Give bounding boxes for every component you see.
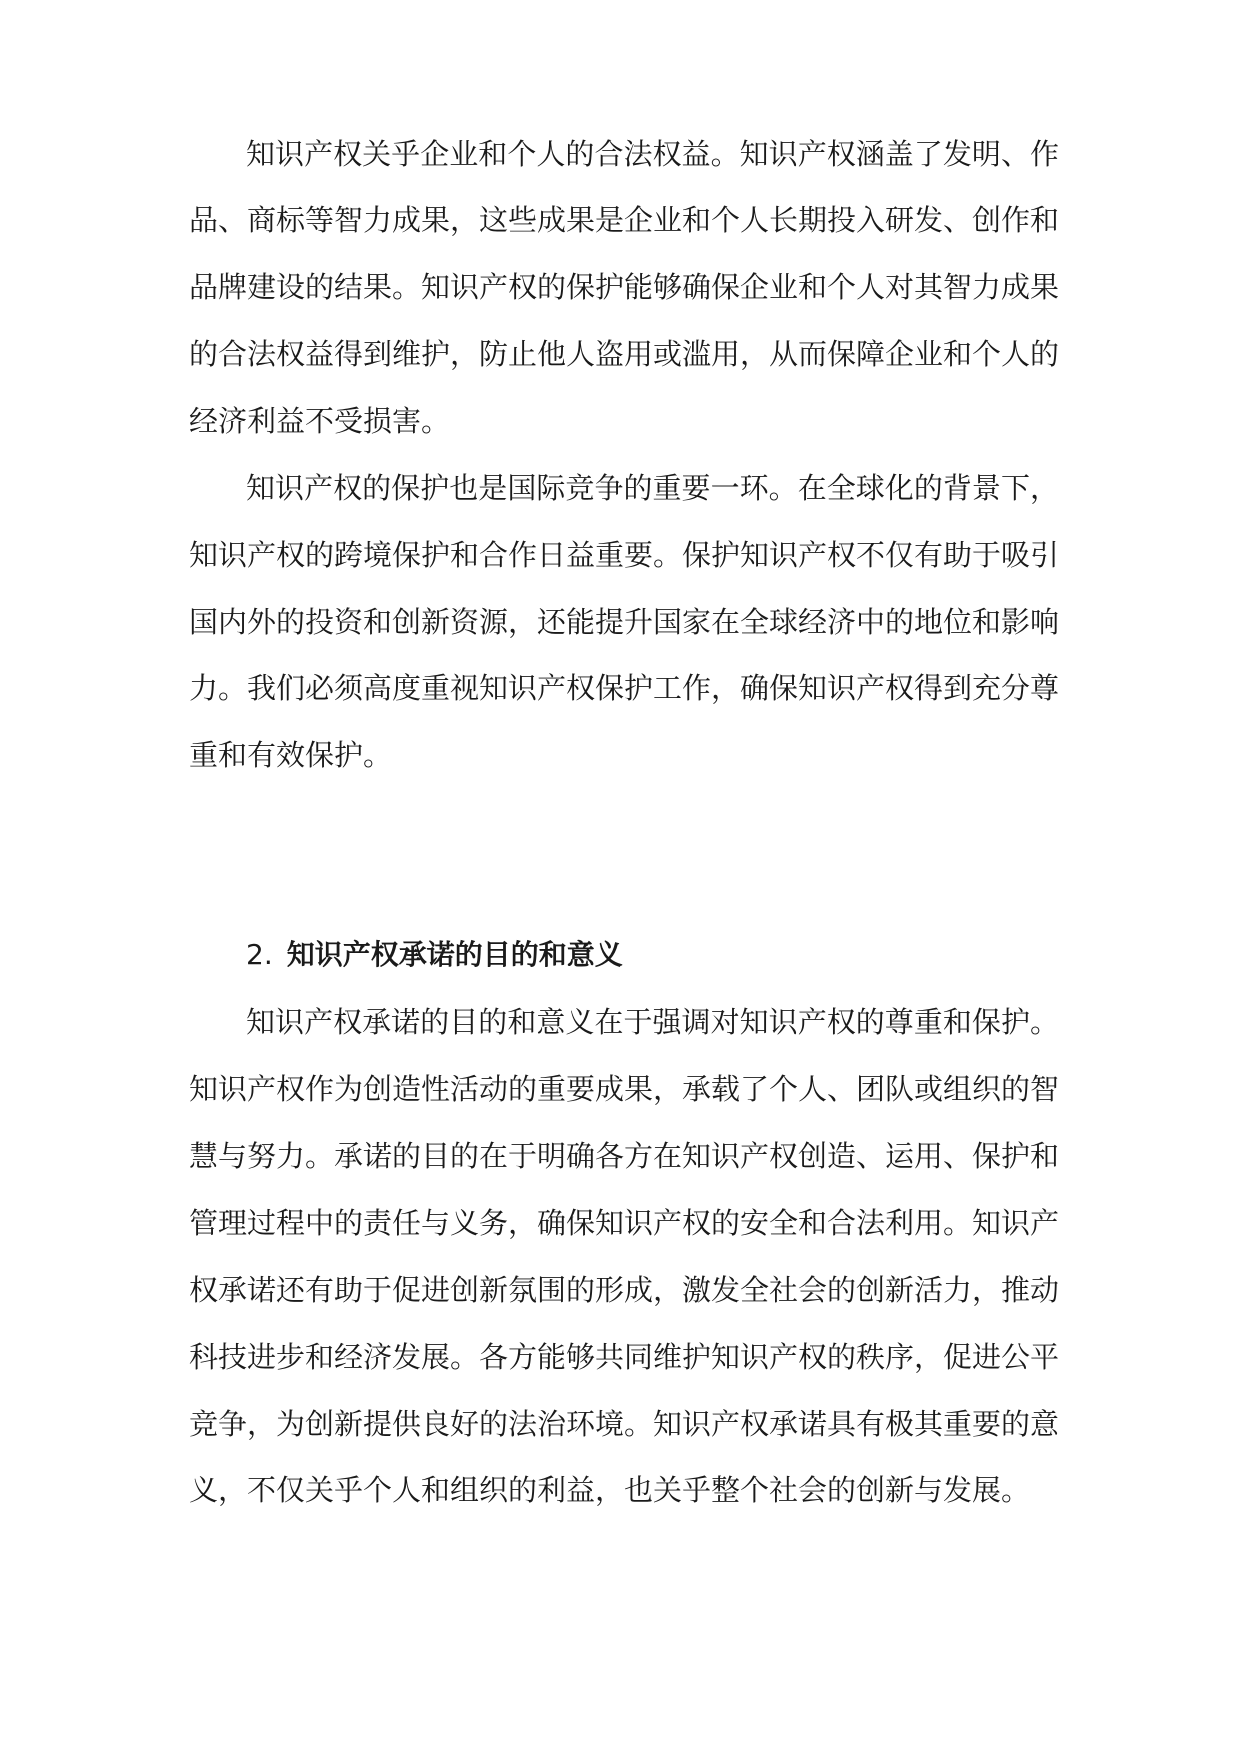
paragraph-3-line-2: 知识产权作为创造性活动的重要成果，承载了个人、团队或组织的智 <box>189 1072 1060 1106</box>
paragraph-2-line-5: 重和有效保护。 <box>189 738 393 772</box>
section-title: 知识产权承诺的目的和意义 <box>286 938 623 971</box>
paragraph-3-line-3: 慧与努力。承诺的目的在于明确各方在知识产权创造、运用、保护和 <box>189 1139 1060 1173</box>
paragraph-3-line-7: 竞争，为创新提供良好的法治环境。知识产权承诺具有极其重要的意 <box>189 1407 1060 1441</box>
paragraph-3-line-1: 知识产权承诺的目的和意义在于强调对知识产权的尊重和保护。 <box>246 1005 1059 1039</box>
paragraph-3-line-6: 科技进步和经济发展。各方能够共同维护知识产权的秩序，促进公平 <box>189 1340 1060 1374</box>
paragraph-2-line-4: 力。我们必须高度重视知识产权保护工作，确保知识产权得到充分尊 <box>189 671 1060 705</box>
paragraph-2-line-1: 知识产权的保护也是国际竞争的重要一环。在全球化的背景下， <box>246 471 1059 505</box>
section-number: 2. <box>246 938 273 971</box>
paragraph-1-line-5: 经济利益不受损害。 <box>189 404 451 438</box>
paragraph-1-line-3: 品牌建设的结果。知识产权的保护能够确保企业和个人对其智力成果 <box>189 270 1060 304</box>
paragraph-3-line-4: 管理过程中的责任与义务，确保知识产权的安全和合法利用。知识产 <box>189 1206 1060 1240</box>
paragraph-3-line-5: 权承诺还有助于促进创新氛围的形成，激发全社会的创新活力，推动 <box>189 1273 1060 1307</box>
paragraph-2-line-3: 国内外的投资和创新资源，还能提升国家在全球经济中的地位和影响 <box>189 605 1060 639</box>
paragraph-1-line-1: 知识产权关乎企业和个人的合法权益。知识产权涵盖了发明、作 <box>246 137 1059 171</box>
paragraph-1-line-2: 品、商标等智力成果，这些成果是企业和个人长期投入研发、创作和 <box>189 203 1060 237</box>
paragraph-2-line-2: 知识产权的跨境保护和合作日益重要。保护知识产权不仅有助于吸引 <box>189 538 1060 572</box>
section-heading <box>246 935 623 975</box>
paragraph-1-line-4: 的合法权益得到维护，防止他人盗用或滥用，从而保障企业和个人的 <box>189 337 1060 371</box>
paragraph-3-line-8: 义，不仅关乎个人和组织的利益，也关乎整个社会的创新与发展。 <box>189 1473 1031 1507</box>
